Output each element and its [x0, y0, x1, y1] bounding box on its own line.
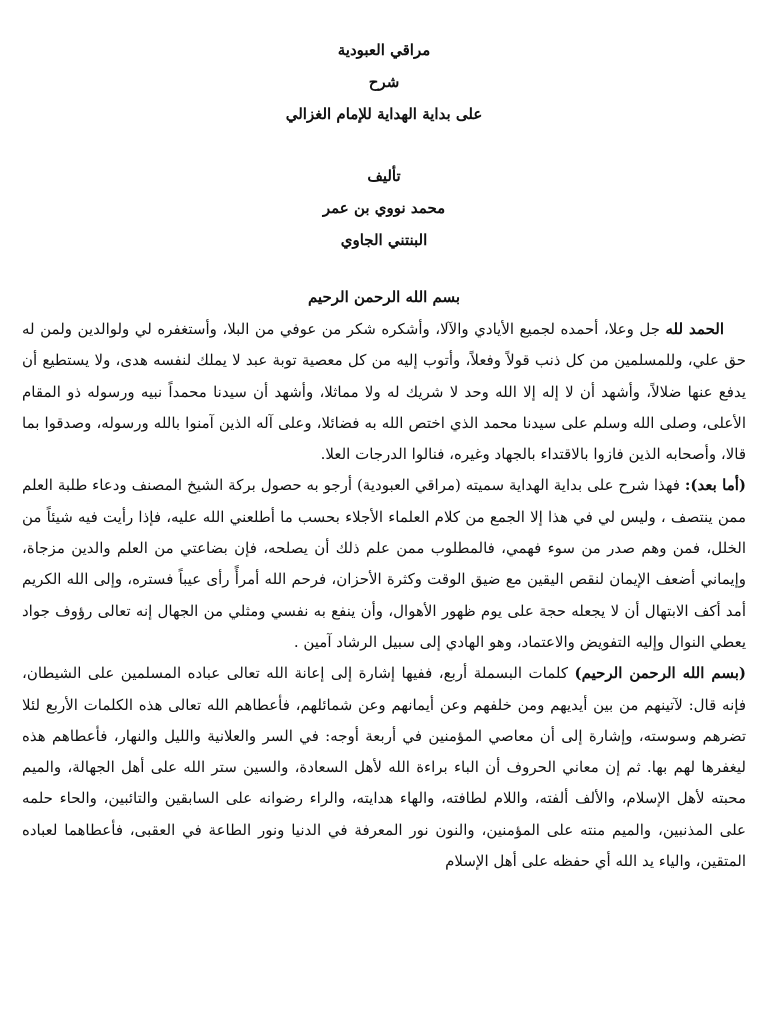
book-subtitle-source: على بداية الهداية للإمام الغزالي [285, 105, 483, 123]
author-nisba: البنتني الجاوي [340, 231, 428, 249]
body-text [22, 314, 746, 877]
paragraph-amma-bad [22, 470, 746, 658]
paragraph-text: جل وعلا، أحمده لجميع الأيادي والآلا، وأشكره شكر من عوفي من البلا، وأستغفره لي ولوالدين ولمن له حق علي، وللمسلمين من كل ذنب قولاً وفعلاً، وأتوب إليه من كل معصية توبة عبد لا يملك لنفسه هدى، ولا يستطيع أن يدفع عنها ضلالاً، وأشهد أن لا إله إلا الله وحد لا شريك له ولا مماثلا، وأشهد أن سيدنا محمداً نبيه ورسوله ذو المقام الأعلى، وصلى الله وسلم على سيدنا محمد الذي اختص الله به فضائلا، وعلى آله الذين آمنوا بالله ورسوله، وصدقوا بما قالا، وأصحابه الذين فازوا بالاقتداء بالجهاد وغيره، فنالوا الدرجات العلا. [22, 320, 746, 464]
author-heading: تأليف [367, 167, 401, 185]
author-name: محمد نووي بن عمر [322, 199, 446, 217]
title-block [22, 34, 746, 256]
basmala-heading: بسم الله الرحمن الرحيم [307, 288, 461, 306]
paragraph-text: كلمات البسملة أربع، ففيها إشارة إلى إعانة الله تعالى عباده المسلمين على الشيطان، فإنه قال: لآتينهم من بين أيديهم ومن خلفهم وعن أيمانهم وعن شمائلهم، فأعطاهم الله تعالى هذه الكلمات الأربع لئلا تضرهم وسوسته، وإشارة إلى أن معاصي المؤمنين في أربعة أوجه: في السر والعلانية والليل والنهار، فأعطاهم هذه ليغفرها لهم بها. ثم إن معاني الحروف أن الباء براءة الله لأهل السعادة، والسين ستر الله على أهل الجهالة، والميم محبته لأهل الإسلام، والألف ألفته، واللام لطافته، والهاء هدايته، والراء رضوانه على السابقين والتائبين، والحاء حلمه على المذنبين، والميم منته على المؤمنين، والنون نور المعرفة في الدنيا ونور الطاعة في العقبى، فأعطاهما لعباده المتقين، والياء يد الله أي حفظه على أهل الإسلام [22, 664, 746, 871]
paragraph-lead: (بسم الله الرحمن الرحيم) [574, 664, 746, 683]
paragraph-lead: (أما بعد): [684, 476, 746, 495]
paragraph-text: فهذا شرح على بداية الهداية سميته (مراقي العبودية) أرجو به حصول بركة الشيخ المصنف ودعاء طلبة العلم ممن ينتصف ، وليس لي في هذا إلا الجمع من كلام العلماء الأجلاء بحسب ما أطلعني الله عليه، فإذا رأيت فيه شيئاً من الخلل، فمن وهم صدر من سوء فهمي، فالمطلوب ممن علم ذلك أن يصلحه، فإن بضاعتي من العلم والدين مزجاة، وإيماني أضعف الإيمان لنقص اليقين مع ضيق الوقت وكثرة الأحزان، فرحم الله أمرأً رأى عيباً فستره، وإلى الله الكريم أمد أكف الابتهال أن لا يجعله حجة على يوم ظهور الأهوال، وأن ينفع به نفسي ومثلي من الجهال إنه تعالى رؤوف جواد يعطي النوال وإليه التفويض والاعتماد، وهو الهادي إلى سبيل الرشاد آمين . [22, 476, 746, 651]
book-subtitle-sharh: شرح [368, 73, 400, 91]
paragraph-lead: الحمد لله [665, 320, 724, 338]
document-page [22, 0, 746, 1024]
book-title: مراقي العبودية [337, 41, 431, 59]
paragraph-hamd [22, 314, 746, 470]
paragraph-basmala-commentary [22, 658, 746, 877]
